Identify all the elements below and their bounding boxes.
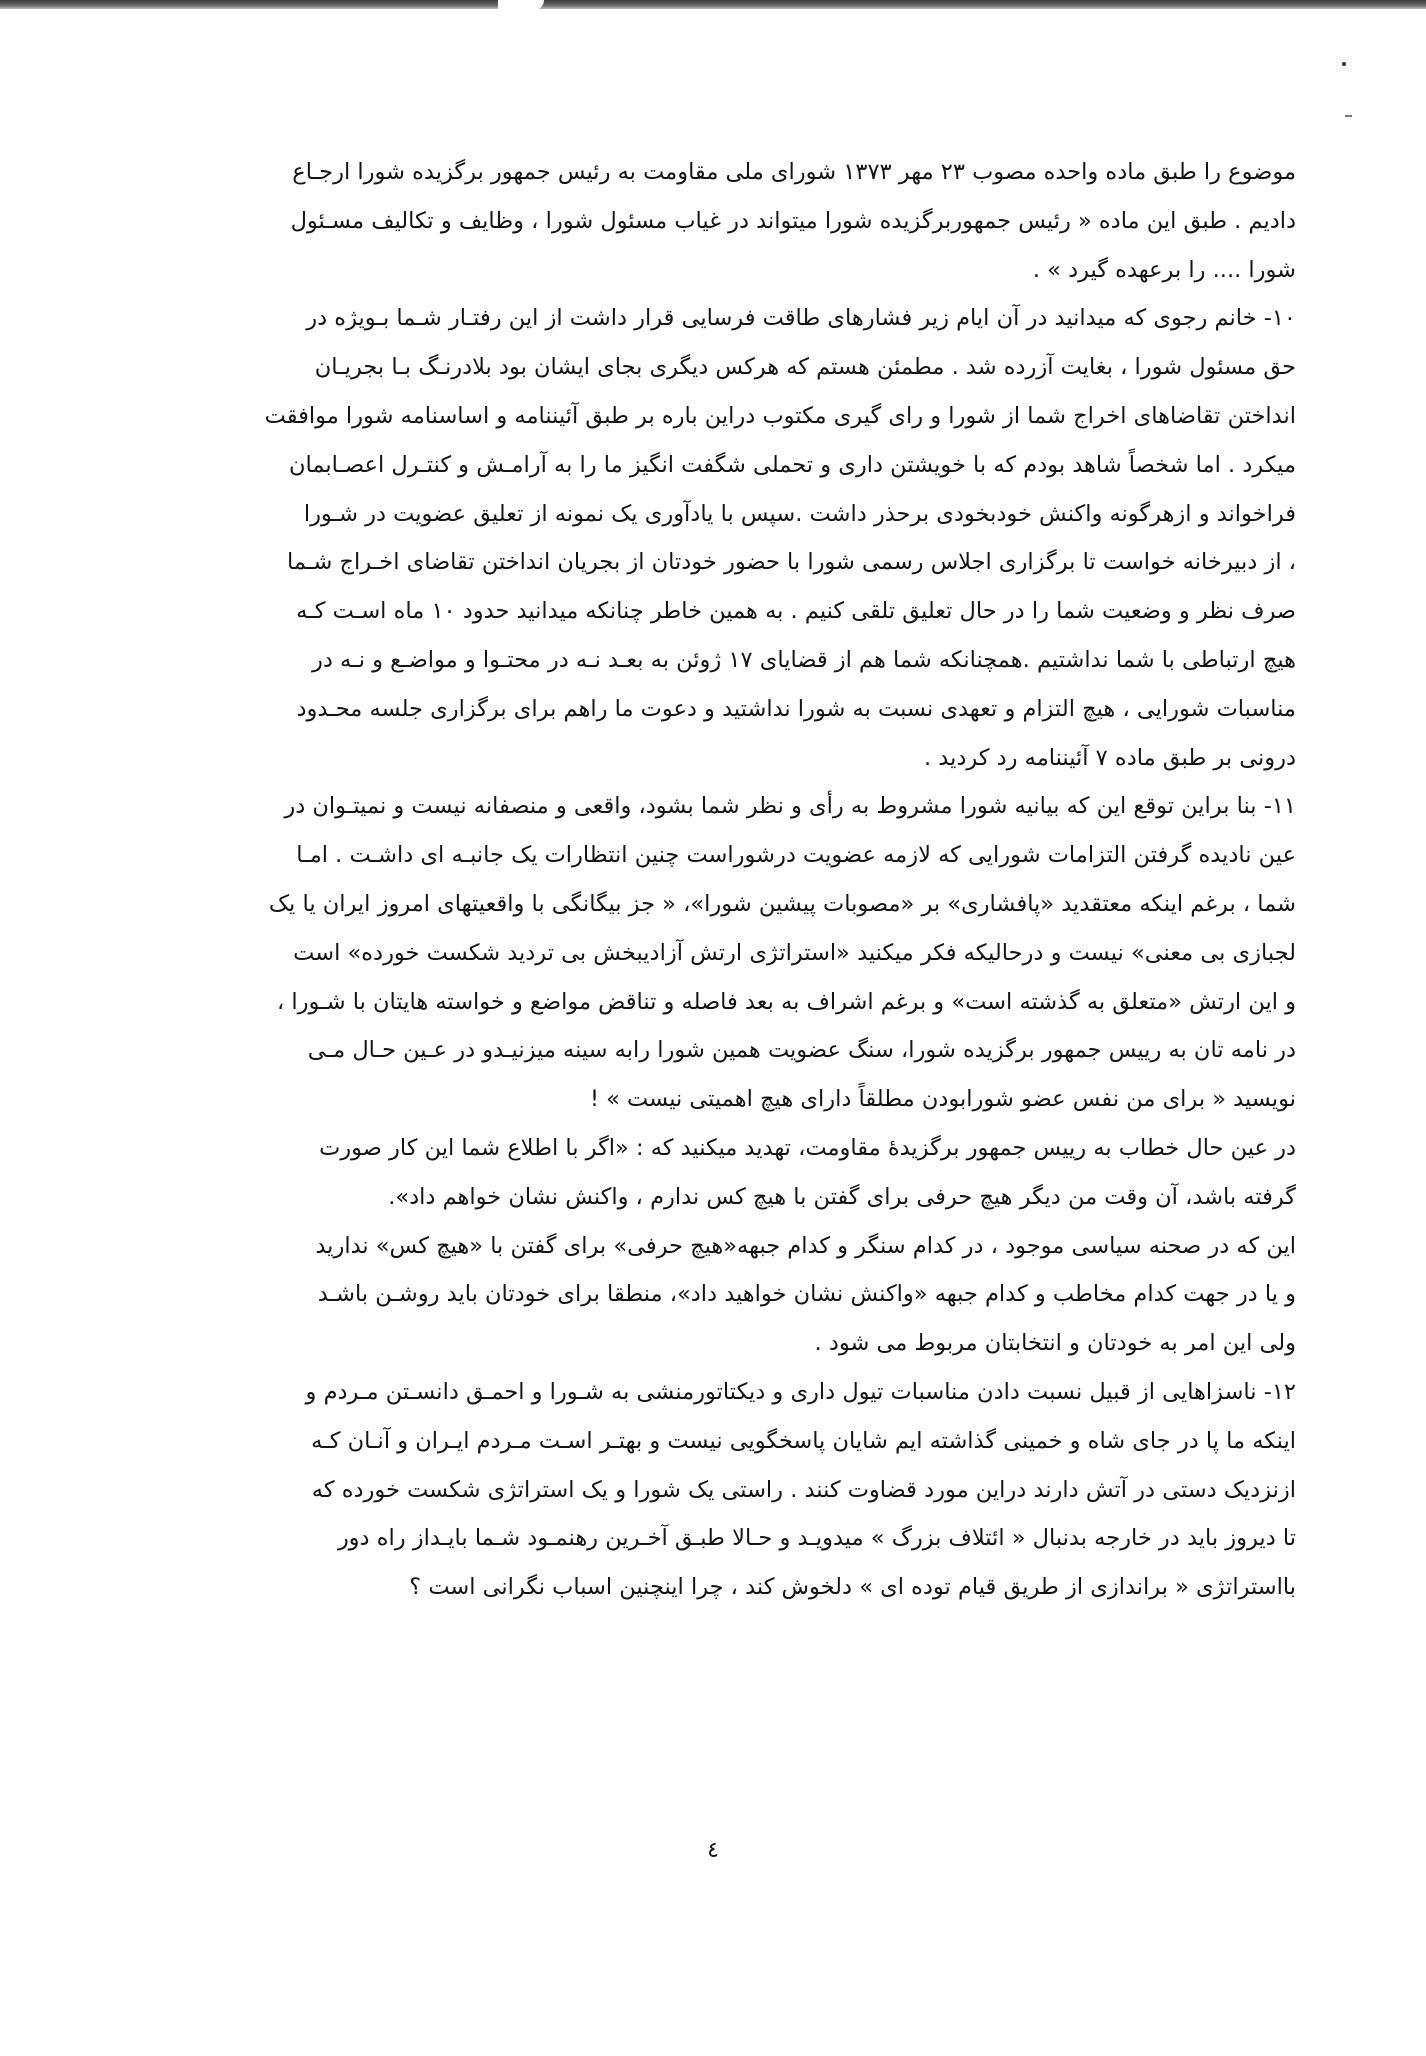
page-number: ٤ (707, 1838, 719, 1863)
text-line: عین نادیده گرفتن التزامات شورایی که لازمه عضویت درشوراست چنین انتظارات یک جانبـه ای داشـت . امـا (296, 842, 1296, 869)
text-line: شورا .... را برعهده گیرد » . (1032, 256, 1296, 283)
scan-speck (1342, 62, 1346, 66)
text-line: تا دیروز باید در خارجه بدنبال « ائتلاف بزرگ » میدویـد و حـالا طبـق آخـرین رهنمـود شـما بایـداز راه دور (337, 1525, 1296, 1552)
text-line: بااستراتژی « براندازی از طریق قیام توده ای » دلخوش کند ، چرا اینچنین اسباب نگرانی است ؟ (409, 1574, 1296, 1601)
scan-edge-bar (0, 0, 1426, 9)
text-line: شما ، برغم اینکه معتقدید «پافشاری» بر «مصوبات پیشین شورا»، « جز بیگانگی با واقعیتهای امروز ایران یا یک (268, 890, 1296, 917)
text-line: درونی بر طبق ماده ۷ آئیننامه رد کردید . (923, 744, 1296, 771)
text-line: ، از دبیرخانه خواست تا برگزاری اجلاس رسمی شورا با حضور خودتان از بجریان انداختن تقاضای اخـراج شـما (287, 549, 1296, 576)
text-line: نویسید « برای من نفس عضو شورابودن مطلقاً دارای هیچ اهمیتی نیست » ! (589, 1086, 1296, 1113)
text-line: ۱۱- بنا براین توقع این که بیانیه شورا مشروط به رأی و نظر شما بشود، واقعی و منصفانه نیست و نمیتـوان در (284, 793, 1296, 820)
text-line: دادیم . طبق این ماده « رئیس جمهوربرگزیده شورا میتواند در غیاب مسئول شورا ، وظایف و تکالیف مسـئول (290, 207, 1296, 234)
text-line: هیچ ارتباطی با شما نداشتیم .همچنانکه شما هم از قضایای ۱۷ ژوئن به بعـد نـه در محتـوا و مواضـع و نـه در (312, 646, 1296, 673)
text-line: اینکه ما پا در جای شاه و خمینی گذاشته ایم شایان پاسخگویی نیست و بهتـر اسـت مـردم ایـران و آنـان کـه (311, 1427, 1296, 1454)
text-line: موضوع را طبق ماده واحده مصوب ۲۳ مهر ۱۳۷۳ شورای ملی مقاومت به رئیس جمهور برگزیده شورا ارجـاع (292, 159, 1296, 185)
scan-edge-notch (498, 0, 544, 10)
text-line: صرف نظر و وضعیت شما را در حال تعلیق تلقی کنیم . به همین خاطر چنانکه میدانید حدود ۱۰ ماه اسـت کـه (296, 598, 1296, 625)
text-line: ازنزدیک دستی در آتش دارند دراین مورد قضاوت کنند . راستی یک شورا و یک استراتژی شکست خورده که (311, 1476, 1296, 1503)
text-line: ۱۲- ناسزاهایی از قبیل نسبت دادن مناسبات تیول داری و دیکتاتورمنشی به شـورا و احمـق دانسـتن مـردم و (305, 1378, 1296, 1405)
text-line: فراخواند و ازهرگونه واکنش خودبخودی برحذر داشت .سپس با یادآوری یک نمونه از تعلیق عضویت در شـورا (303, 500, 1296, 527)
text-line: در عین حال خطاب به رییس جمهور برگزیدۀ مقاومت، تهدید میکنید که : «اگر با اطلاع شما این کار صورت (319, 1134, 1296, 1161)
text-line: و این ارتش «متعلق به گذشته است» و برغم اشراف به بعد فاصله و تناقض مواضع و خواسته هایتان با شـورا ، (277, 988, 1296, 1015)
text-line: در نامه تان به رییس جمهور برگزیده شورا، سنگ عضویت همین شورا رابه سینه میزنیـدو در عـین حـال مـی (307, 1037, 1296, 1064)
text-line: ولی این امر به خودتان و انتخابتان مربوط می شود . (814, 1330, 1296, 1357)
text-line: انداختن تقاضاهای اخراج شما از شورا و رای گیری مکتوب دراین باره بر طبق آئیننامه و اساسنامه شورا موافقت (264, 402, 1296, 429)
text-line: مناسبات شورایی ، هیچ التزام و تعهدی نسبت به شورا نداشتید و دعوت ما راهم برای برگزاری جلسه محـدود (296, 695, 1296, 722)
scan-speck (1345, 115, 1352, 117)
text-line: و یا در جهت کدام مخاطب و کدام جبهه «واکنش نشان خواهید داد»، منطقا برای خودتان باید روشـن باشـد (317, 1281, 1296, 1308)
text-line: گرفته باشد، آن وقت من دیگر هیچ حرفی برای گفتن با هیچ کس ندارم ، واکنش نشان خواهم داد». (388, 1183, 1296, 1210)
letter-body (134, 148, 1296, 1612)
text-line: این که در صحنه سیاسی موجود ، در کدام سنگر و کدام جبهه«هیچ حرفی» برای گفتن با «هیچ کس» ندارید (315, 1232, 1296, 1259)
text-line: حق مسئول شورا ، بغایت آزرده شد . مطمئن هستم که هرکس دیگری بجای ایشان بود بلادرنـگ بـا بجریـان (314, 354, 1296, 381)
text-line: میکرد . اما شخصاً شاهد بودم که با خویشتن داری و تحملی شگفت انگیز ما را به آرامـش و کنتـرل اعصـابمان (288, 451, 1296, 478)
text-line: لجبازی بی معنی» نیست و درحالیکه فکر میکنید «استراتژی ارتش آزادیبخش بی تردید شکست خورده» است (293, 939, 1296, 966)
text-line: ۱۰- خانم رجوی که میدانید در آن ایام زیر فشارهای طاقت فرسایی قرار داشت از این رفتـار شـما بـویژه در (306, 305, 1296, 332)
